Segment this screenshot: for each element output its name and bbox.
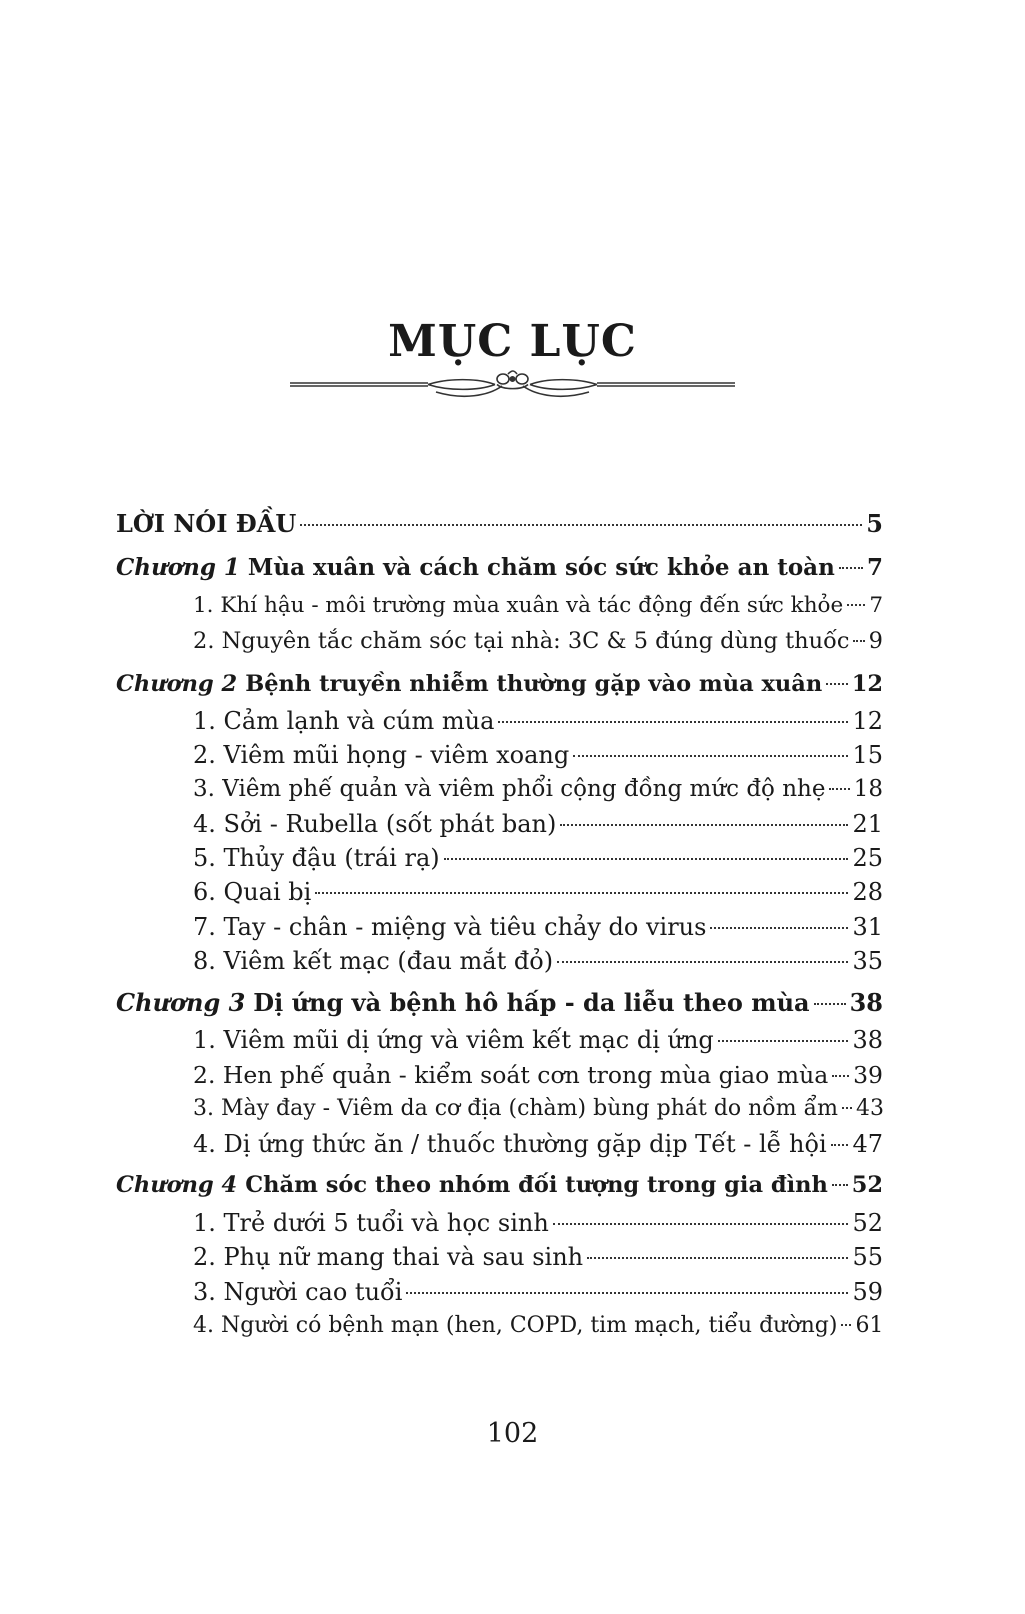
toc-entry[interactable] [116,739,883,771]
dot-leader [406,1292,848,1294]
toc-entry-text: 2. Viêm mũi họng - viêm xoang [193,741,570,769]
dot-leader [553,1223,849,1225]
toc-entry-preface[interactable] [116,508,883,540]
toc-entry-page: 35 [852,947,883,975]
toc-entry[interactable] [116,1276,883,1308]
toc-entry-text: 8. Viêm kết mạc (đau mắt đỏ) [193,947,554,975]
dot-leader [839,567,863,569]
toc-entry-page: 25 [852,844,883,872]
chapter-label: Chương 3 [116,988,246,1017]
toc-entry[interactable] [116,842,883,874]
toc-entry-page: 47 [852,1130,883,1158]
toc-entry-page: 55 [852,1243,883,1271]
toc-entry-text: 2. Nguyên tắc chăm sóc tại nhà: 3C & 5 đúng dùng thuốc [193,628,850,654]
toc-entry[interactable] [116,1241,883,1273]
toc-entry-page: 61 [855,1313,884,1338]
toc-entry-page: 7 [866,554,883,581]
toc-entry-page: 12 [851,671,883,697]
toc-entry-chapter-4[interactable] [116,1169,883,1201]
chapter-label: Chương 4 [116,1172,238,1198]
dot-leader [814,1003,846,1005]
toc-entry-text: 4. Người có bệnh mạn (hen, COPD, tim mạch, tiểu đường) [193,1313,838,1338]
dot-leader [842,1107,852,1109]
dot-leader [853,640,864,642]
toc-entry[interactable] [116,590,883,622]
dot-leader [829,788,849,790]
toc-entry-page: 15 [852,741,883,769]
toc-entry-text: 7. Tay - chân - miệng và tiêu chảy do virus [193,913,707,941]
toc-entry-text: LỜI NÓI ĐẦU [116,509,297,538]
toc-entry-text: 1. Trẻ dưới 5 tuổi và học sinh [193,1209,549,1237]
toc-entry[interactable] [116,1059,883,1091]
toc-entry[interactable] [116,705,883,737]
toc-entry[interactable] [116,1128,883,1160]
toc-entry[interactable] [116,625,883,657]
title-ornament-divider [288,370,737,404]
dot-leader [444,858,849,860]
toc-entry-chapter-1[interactable] [116,552,883,584]
toc-entry[interactable] [116,876,883,908]
toc-entry-text: 1. Khí hậu - môi trường mùa xuân và tác động đến sức khỏe [193,593,844,618]
toc-entry-text: 6. Quai bị [193,878,312,906]
toc-entry-text: 5. Thủy đậu (trái rạ) [193,844,440,872]
toc-entry-page: 59 [852,1278,883,1306]
toc-entry-text: 4. Sởi - Rubella (sốt phát ban) [193,810,557,838]
dot-leader [300,524,862,526]
toc-entry[interactable] [116,1207,883,1239]
toc-entry-text: 3. Viêm phế quản và viêm phổi cộng đồng mức độ nhẹ [193,776,826,802]
dot-leader [710,927,848,929]
toc-entry-text: 4. Dị ứng thức ăn / thuốc thường gặp dịp Tết - lễ hội [193,1130,827,1158]
toc-entry[interactable] [116,773,883,805]
toc-entry-page: 38 [849,988,883,1017]
toc-entry-text: 2. Phụ nữ mang thai và sau sinh [193,1243,584,1271]
toc-entry-text: Dị ứng và bệnh hô hấp - da liễu theo mùa [253,988,810,1017]
toc-entry-page: 52 [851,1172,883,1198]
toc-entry[interactable] [116,1093,883,1125]
toc-entry-page: 52 [852,1209,883,1237]
toc-entry-page: 9 [868,628,883,654]
page-title: MỤC LỤC [388,316,637,367]
toc-entry[interactable] [116,1310,883,1342]
toc-entry[interactable] [116,1024,883,1056]
toc-entry-text: Bệnh truyền nhiễm thường gặp vào mùa xuân [245,671,823,697]
dot-leader [847,604,865,606]
dot-leader [832,1184,848,1186]
toc-entry-page: 7 [869,593,883,618]
dot-leader [831,1144,849,1146]
toc-entry[interactable] [116,945,883,977]
toc-entry-text: Chăm sóc theo nhóm đối tượng trong gia đình [245,1172,828,1198]
dot-leader [560,824,848,826]
toc-entry-text: 2. Hen phế quản - kiểm soát cơn trong mùa giao mùa [193,1061,829,1089]
chapter-label: Chương 2 [116,671,238,697]
toc-entry-text: 1. Cảm lạnh và cúm mùa [193,707,495,735]
dot-leader [315,892,848,894]
dot-leader [841,1324,851,1326]
toc-entry-page: 39 [853,1061,883,1089]
page-number: 102 [486,1418,539,1449]
toc-entry-page: 5 [866,509,883,538]
toc-entry-page: 38 [852,1026,883,1054]
dot-leader [573,755,848,757]
toc-entry-text: 3. Người cao tuổi [193,1278,403,1306]
chapter-label: Chương 1 [116,554,240,581]
toc-entry-text: 3. Mày đay - Viêm da cơ địa (chàm) bùng phát do nồm ẩm [193,1096,838,1121]
toc-entry[interactable] [116,808,883,840]
toc-entry-page: 12 [852,707,883,735]
dot-leader [587,1257,848,1259]
dot-leader [826,683,847,685]
toc-entry-chapter-2[interactable] [116,668,883,700]
dot-leader [557,961,848,963]
toc-entry-page: 31 [852,913,883,941]
dot-leader [718,1040,849,1042]
toc-entry-page: 21 [852,810,883,838]
toc-entry-page: 18 [853,776,883,802]
toc-entry-text: Mùa xuân và cách chăm sóc sức khỏe an toàn [247,554,835,581]
toc-entry-page: 28 [852,878,883,906]
toc-entry-page: 43 [855,1096,884,1121]
toc-entry[interactable] [116,911,883,943]
dot-leader [832,1075,849,1077]
dot-leader [498,721,848,723]
toc-entry-text: 1. Viêm mũi dị ứng và viêm kết mạc dị ứng [193,1026,714,1054]
toc-entry-chapter-3[interactable] [116,987,883,1019]
